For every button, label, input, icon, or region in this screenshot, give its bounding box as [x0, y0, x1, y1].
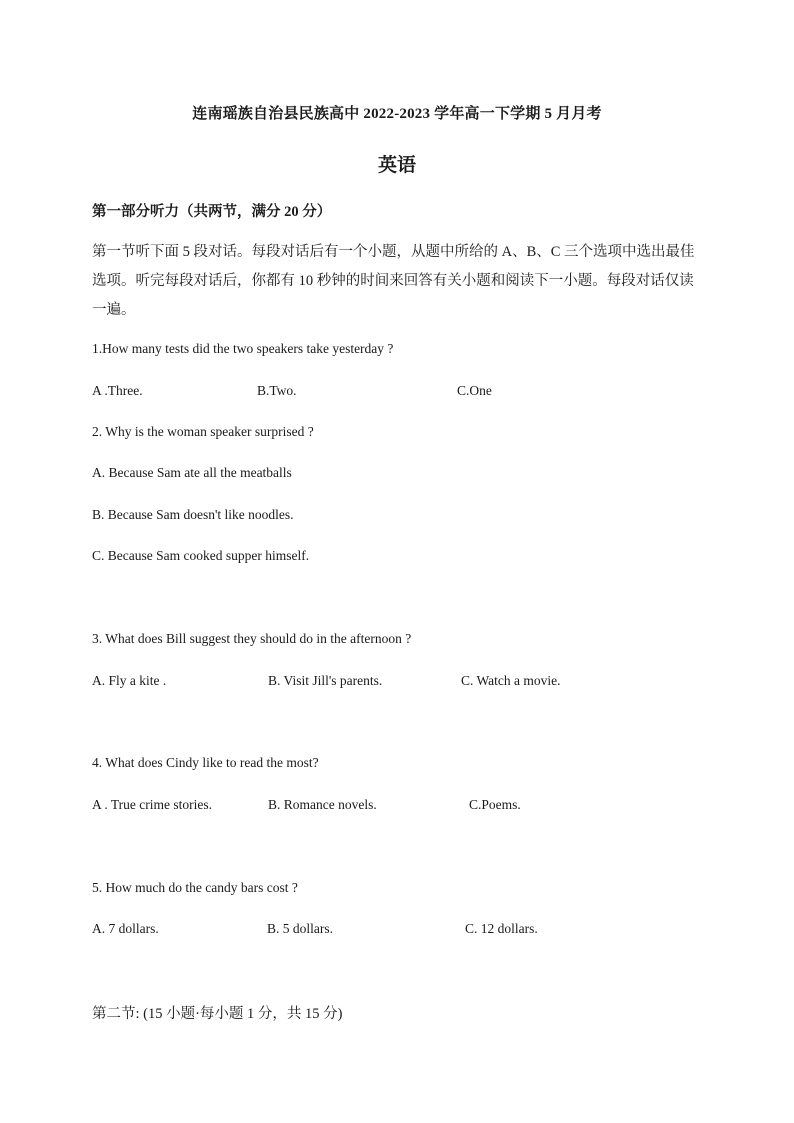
question-3-option-a: A. Fly a kite . — [92, 673, 167, 688]
question-2-option-b: B. Because Sam doesn't like noodles. — [92, 507, 294, 522]
question-5-option-a: A. 7 dollars. — [92, 921, 159, 936]
question-5: 5. How much do the candy bars cost ? — [92, 880, 298, 895]
question-5-option-b: B. 5 dollars. — [267, 921, 333, 936]
section-two-heading: 第二节: (15 小题·每小题 1 分，共 15 分) — [92, 1006, 343, 1022]
question-4-option-b: B. Romance novels. — [268, 797, 377, 812]
question-1-option-a: A .Three. — [92, 383, 143, 398]
question-2-option-c: C. Because Sam cooked supper himself. — [92, 548, 310, 563]
question-3-option-c: C. Watch a movie. — [461, 673, 561, 688]
part-one-heading: 第一部分听力（共两节，满分 20 分） — [92, 204, 332, 220]
question-4: 4. What does Cindy like to read the most? — [92, 755, 319, 770]
question-3: 3. What does Bill suggest they should do in the afternoon ? — [92, 631, 412, 646]
question-4-option-a: A . True crime stories. — [92, 797, 212, 812]
question-5-option-c: C. 12 dollars. — [465, 921, 538, 936]
question-4-option-c: C.Poems. — [469, 797, 521, 812]
exam-title: 连南瑶族自治县民族高中 2022-2023 学年高一下学期 5 月月考 — [192, 106, 602, 122]
question-2: 2. Why is the woman speaker surprised ? — [92, 424, 314, 439]
question-1-option-c: C.One — [457, 383, 492, 398]
question-1: 1.How many tests did the two speakers take yesterday ? — [92, 341, 394, 356]
question-2-option-a: A. Because Sam ate all the meatballs — [92, 465, 292, 480]
section-one-instructions: 第一节听下面 5 段对话。每段对话后有一个小题，从题中所给的 A、B、C 三个选项中选出最佳选项。听完每段对话后，你都有 10 秒钟的时间来回答有关小题和阅读下一小题。每段对话仅读一遍。 — [92, 244, 695, 318]
question-3-option-b: B. Visit Jill's parents. — [268, 673, 383, 688]
subject-title: 英语 — [377, 155, 416, 176]
question-1-option-b: B.Two. — [257, 383, 297, 398]
